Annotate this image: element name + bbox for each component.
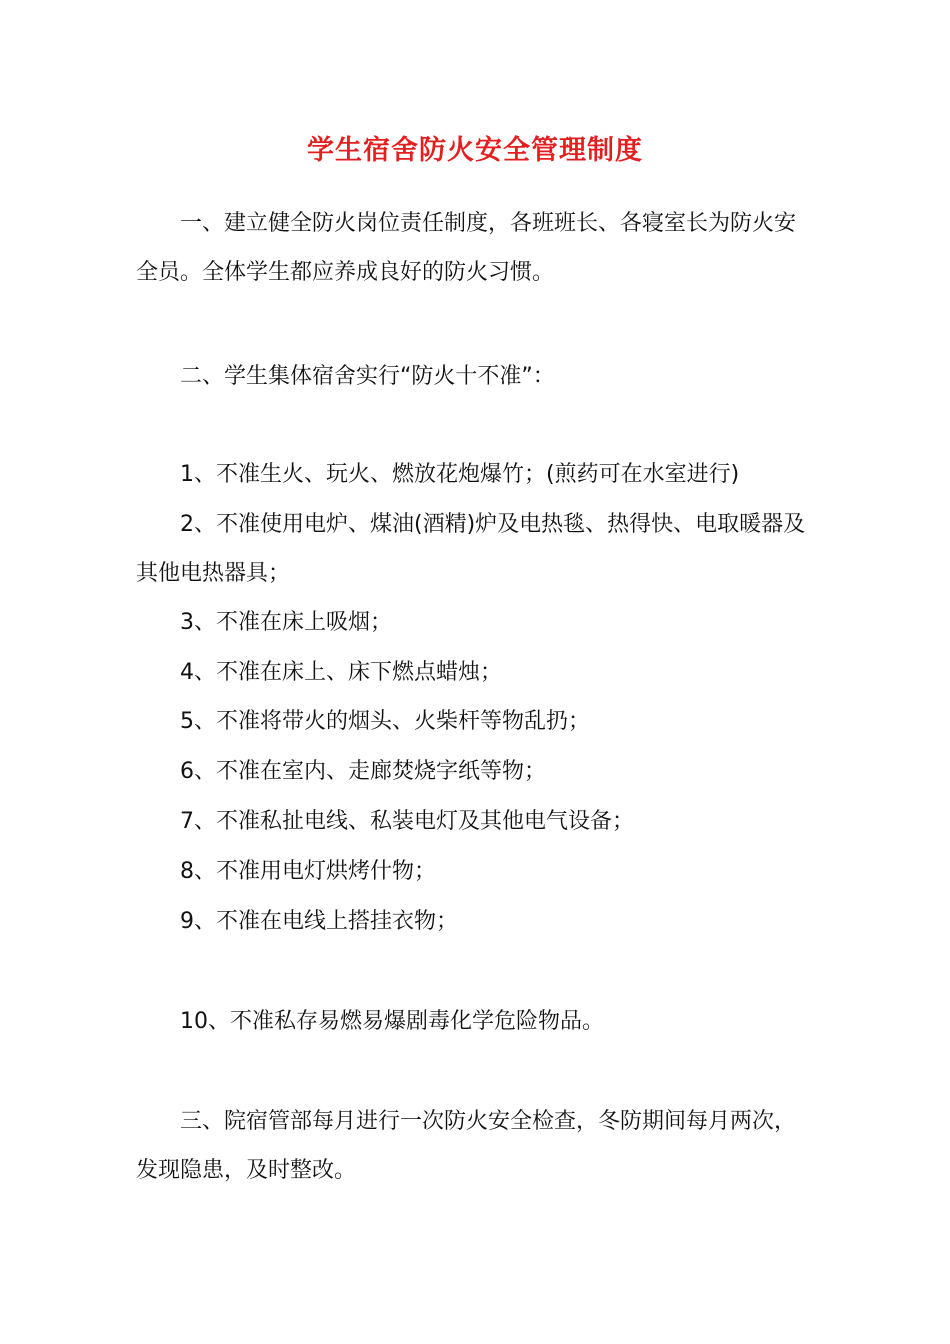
rule-text: 5、不准将带火的烟头、火柴杆等物乱扔； — [180, 709, 590, 734]
paragraph-line: 三、院宿管部每月进行一次防火安全检查，冬防期间每月两次， — [180, 1109, 797, 1134]
paragraph-line: 发现隐患，及时整改。 — [136, 1158, 357, 1183]
rule-text: 3、不准在床上吸烟； — [180, 610, 392, 635]
paragraph-responsibility — [136, 199, 826, 297]
paragraph-line: 全员。全体学生都应养成良好的防火习惯。 — [136, 260, 555, 285]
rule-text: 1、不准生火、玩火、燃放花炮爆竹；(煎药可在水室进行) — [180, 462, 740, 487]
rule-item-10 — [136, 997, 826, 1046]
rule-item-4 — [136, 648, 826, 697]
paragraph-ten-rules-intro — [136, 352, 826, 401]
rule-item-1 — [136, 450, 826, 499]
document-title: 学生宿舍防火安全管理制度 — [307, 135, 643, 166]
rule-text: 6、不准在室内、走廊焚烧字纸等物； — [180, 759, 546, 784]
rule-text: 10、不准私存易燃易爆剧毒化学危险物品。 — [180, 1009, 604, 1034]
rule-item-3 — [136, 598, 826, 647]
paragraph-inspection — [136, 1097, 826, 1195]
paragraph-line: 二、学生集体宿舍实行“防火十不准”： — [180, 364, 555, 389]
rule-item-9 — [136, 897, 826, 946]
rule-item-6 — [136, 747, 826, 796]
rule-text: 4、不准在床上、床下燃点蜡烛； — [180, 660, 502, 685]
rule-text: 9、不准在电线上搭挂衣物； — [180, 909, 458, 934]
rule-text: 8、不准用电灯烘烤什物； — [180, 859, 436, 884]
rule-text: 2、不准使用电炉、煤油(酒精)炉及电热毯、热得快、电取暖器及 — [180, 512, 806, 537]
rule-text: 7、不准私扯电线、私装电灯及其他电气设备； — [180, 809, 634, 834]
paragraph-line: 一、建立健全防火岗位责任制度，各班班长、各寝室长为防火安 — [180, 211, 797, 236]
rule-item-5 — [136, 697, 826, 746]
rule-text: 其他电热器具； — [136, 561, 291, 586]
rule-item-8 — [136, 847, 826, 896]
rule-item-7 — [136, 797, 826, 846]
rule-item-2 — [136, 500, 826, 598]
